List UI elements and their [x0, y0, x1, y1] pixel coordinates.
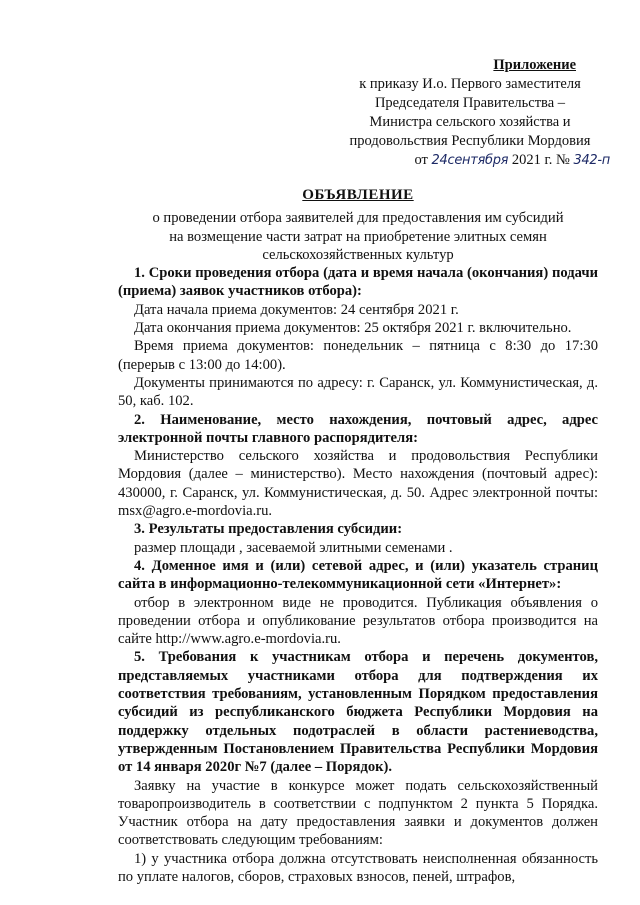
appendix-line: Министра сельского хозяйства и: [369, 114, 571, 130]
appendix-line: продовольствия Республики Мордовия: [349, 133, 591, 149]
section-1-paragraph: Время приема документов: понедельник – пятница с 8:30 до 17:30 (перерыв с 13:00 до 14:00).: [118, 338, 598, 373]
section-3-paragraph: размер площади , засеваемой элитными семенами .: [134, 539, 453, 556]
handwritten-number: 342-п: [573, 153, 610, 168]
date-year: 2021 г. №: [511, 152, 570, 168]
section-4-title: 4. Доменное имя и (или) сетевой адрес, и (или) указатель страниц сайта в информационно-телекоммуникационной сети «Интернет»:: [118, 557, 598, 593]
appendix-title: Приложение: [493, 57, 576, 73]
section-1-paragraph: Дата начала приема документов: 24 сентября 2021 г.: [134, 301, 459, 318]
section-2-title: 2. Наименование, место нахождения, почтовый адрес, адрес электронной почты главного распорядителя:: [118, 411, 598, 446]
section-5-title: 5. Требования к участникам отбора и перечень документов, представляемых участниками отбора для подтверждения их соответствия требованиям, установленным Порядком предоставления субсидий из республиканского бюджета Республики Мордовия на поддержку отдельных подотраслей в области растениеводства, утвержденным Постановлением Правительства Республики Мордовия от 14 января 2020г №7 (далее – Порядок).: [118, 649, 598, 776]
date-prefix: от: [414, 152, 428, 168]
subtitle-line: на возмещение части затрат на приобретение элитных семян: [169, 228, 547, 245]
section-1-paragraph: Дата окончания приема документов: 25 октября 2021 г. включительно.: [134, 320, 572, 337]
subtitle-line: о проведении отбора заявителей для предоставления им субсидий: [152, 210, 564, 227]
section-5-paragraph: Заявку на участие в конкурсе может подать сельскохозяйственный товаропроизводитель в соответствии с подпунктом 2 пункта 5 Порядка. Участник отбора на дату предоставления заявки и документов должен соответствовать следующим требованиям:: [118, 777, 598, 849]
document-body: [118, 186, 598, 886]
appendix-line: Председателя Правительства –: [374, 95, 566, 111]
section-4-paragraph: отбор в электронном виде не проводится. Публикация объявления о проведении отбора и опубликование результатов отбора производится на сайте http://www.agro.e-mordovia.ru.: [118, 594, 598, 648]
page-title: ОБЪЯВЛЕНИЕ: [302, 187, 414, 203]
section-2-paragraph: Министерство сельского хозяйства и продовольствия Республики Мордовия (далее – министерство). Место нахождения (почтовый адрес): 430000, г. Саранск, ул. Коммунистическая, д. 50. Адрес электронной почты: msx@agro.e-mordovia.ru.: [118, 448, 598, 520]
order-date-line: [330, 151, 610, 170]
appendix-block: [330, 56, 610, 170]
handwritten-date: 24сентября: [431, 153, 509, 168]
section-1-title: 1. Сроки проведения отбора (дата и время начала (окончания) подачи (приема) заявок участников отбора):: [118, 265, 598, 300]
subtitle-line: сельскохозяйственных культур: [262, 246, 454, 263]
section-3-title: 3. Результаты предоставления субсидии:: [134, 521, 403, 538]
appendix-line: к приказу И.о. Первого заместителя: [359, 76, 581, 92]
section-5-paragraph: 1) у участника отбора должна отсутствовать неисполненная обязанность по уплате налогов, сборов, страховых взносов, пеней, штрафов,: [118, 850, 598, 885]
section-1-paragraph: Документы принимаются по адресу: г. Саранск, ул. Коммунистическая, д. 50, каб. 102.: [118, 374, 598, 410]
